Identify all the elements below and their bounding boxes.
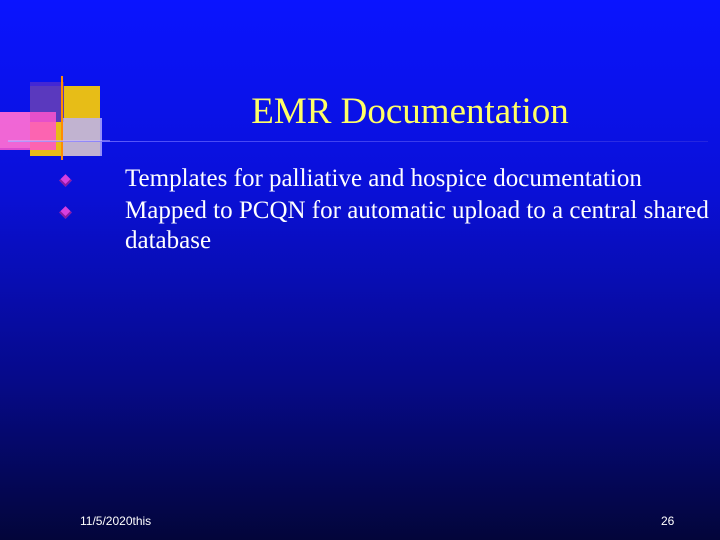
bullet-text: Templates for palliative and hospice documentation: [125, 165, 642, 192]
list-item: [0, 196, 720, 256]
slide-title: EMR Documentation: [251, 91, 569, 132]
footer-date: 11/5/2020this: [80, 514, 152, 528]
list-item: [0, 164, 720, 194]
diamond-bullet-icon: [59, 174, 72, 187]
diamond-bullet-icon: [59, 206, 72, 219]
title-divider: [8, 141, 708, 142]
page-number: 26: [661, 514, 675, 528]
bullet-list: [0, 164, 720, 258]
bullet-text: Mapped to PCQN for automatic upload to a central shared database: [125, 197, 709, 254]
